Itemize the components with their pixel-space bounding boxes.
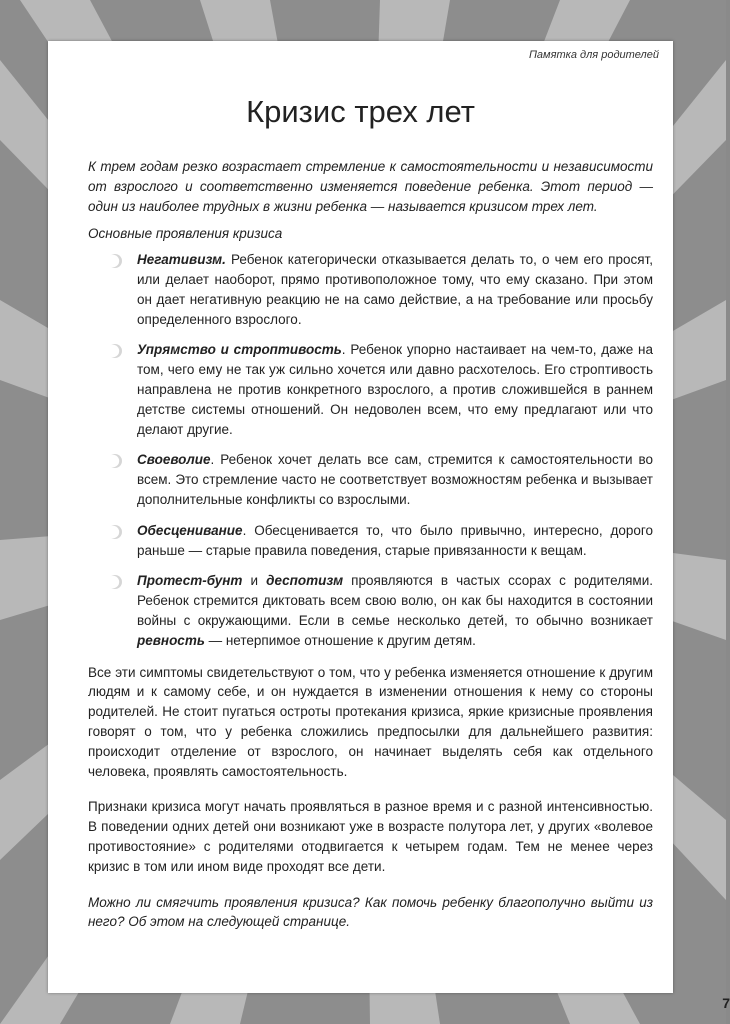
crescent-bullet-icon [107, 453, 123, 469]
symptom-term: Протест-бунт [137, 573, 243, 589]
intro-paragraph: К трем годам резко возрастает стремление к самостоятельности и независимости от взрослого и соответственно изменяется поведение ребенка. Этот период — один из наиболее трудных в жизни ребенка — называется кризисом трех лет. [88, 159, 653, 214]
crescent-bullet-icon [107, 343, 123, 359]
symptom-term: Негативизм. [137, 252, 226, 268]
section-title: Основные проявления кризиса [88, 226, 283, 242]
symptom-text: Ребенок категорически отказывается делать то, о чем его просят, или делает наоборот, прямо противоположное тому, что ему сказано. При этом он дает негативную реакцию не на само действие, а на требование или просьбу определенного взрослого. [137, 252, 653, 327]
symptom-term: Упрямство и строптивость [137, 342, 342, 358]
closing-question: Можно ли смягчить проявления кризиса? Как помочь ребенку благополучно выйти из него? Об этом на следующей странице. [88, 894, 653, 930]
symptom-connector: и [242, 573, 267, 589]
memo-page [48, 41, 673, 993]
list-item [88, 521, 653, 561]
page-content [88, 157, 653, 932]
symptoms-list [88, 250, 653, 650]
symptom-term-secondary: деспотизм [266, 573, 344, 589]
symptom-term-jealousy: ревность [137, 632, 205, 648]
header-label: Памятка для родителей [528, 49, 659, 61]
symptom-text: . Ребенок хочет делать все сам, стремится к самостоятельности во всем. Это стремление часто не соответствует возможностям ребенка и вызывает дополнительные конфликты со взрослыми. [137, 452, 653, 507]
symptom-text: . Обесценивается то, что было привычно, интересно, дорого раньше — старые правила поведения, старые привязанности к вещам. [137, 522, 653, 558]
signs-paragraph: Признаки кризиса могут начать проявляться в разное время и с разной интенсивностью. В поведении одних детей они возникают уже в возрасте полутора лет, у других «волевое противостояние» с родителями отодвигается к четырем годам. Тем не менее через кризис в том или ином виде проходят все дети. [88, 799, 653, 874]
symptom-term: Обесценивание [137, 522, 243, 538]
list-item [88, 450, 653, 509]
symptom-text-tail: — нетерпимое отношение к другим детям. [204, 632, 476, 648]
symptom-text: . Ребенок упорно настаивает на чем-то, даже на том, чего ему не так уж сильно хочется или давно расхотелось. Его строптивость направлена не против конкретного взрослого, а против сложившейся в раннем детстве системы отношений. Он недоволен всем, что ему предлагают или что делают другие. [137, 342, 654, 437]
page-title: Кризис трех лет [246, 94, 475, 129]
page-number: 7 [722, 995, 730, 1011]
symptom-text: проявляются в частых ссорах с родителями. Ребенок стремится диктовать всем свою волю, он как бы находится в состоянии войны с окружающими. Если в семье несколько детей, то обычно возникает [137, 573, 653, 628]
crescent-bullet-icon [107, 574, 123, 590]
summary-paragraph: Все эти симптомы свидетельствуют о том, что у ребенка изменяется отношение к другим людям и к самому себе, и он нуждается в изменении отношения к нему со стороны родителей. Не стоит пугаться остроты протекания кризиса, яркие кризисные проявления говорят о том, что у ребенка сложились предпосылки для дальнейшего развития: происходит отделение от взрослого, он начинает выделять себя как отдельного человека, проявлять самостоятельность. [88, 664, 653, 779]
crescent-bullet-icon [107, 253, 123, 269]
list-item [88, 250, 653, 329]
symptom-term: Своеволие [137, 452, 211, 468]
list-item [88, 571, 653, 650]
crescent-bullet-icon [107, 524, 123, 540]
list-item [88, 340, 653, 439]
